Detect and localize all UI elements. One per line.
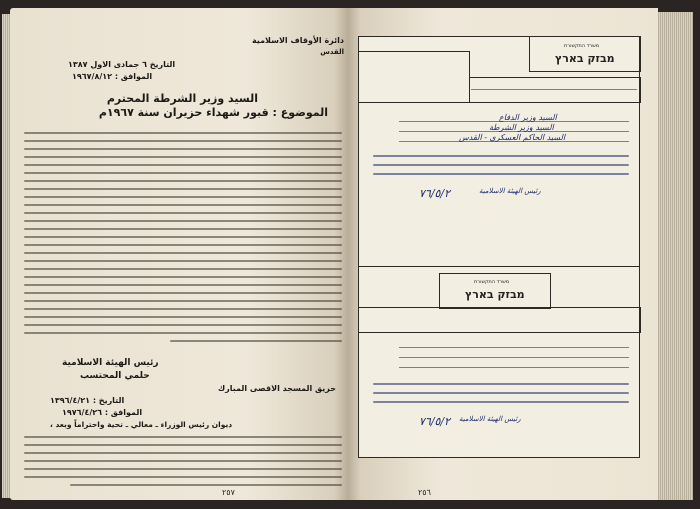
letter-subject: الموضوع : قبور شهداء حزيران سنة ١٩٦٧م — [98, 106, 328, 119]
telegram-top-addressee-1: السيد وزير الدفاع — [499, 113, 557, 122]
letterhead-title: دائرة الأوقاف الاسلامية — [251, 36, 344, 45]
page-number-right: ٢٥٦ — [418, 488, 431, 497]
right-page-edge — [655, 12, 693, 500]
section2-date-hijri: التاريخ : ١٣٩٦/٤/٢١ — [50, 396, 125, 405]
section2-date-gregorian: الموافق : ١٩٧٦/٤/٢٦ — [62, 408, 143, 417]
telegram-bottom-date: ٧٦/٥/٢ — [419, 415, 451, 428]
form-bottom-org: משרד התקשורת — [474, 279, 510, 285]
form-top-org: משרד התקשורת — [564, 43, 600, 49]
addressee: السيد وزير الشرطة المحترم — [106, 92, 258, 105]
page-number-left: ٢٥٧ — [222, 488, 235, 497]
telegram-top-addressee-3: السيد الحاكم العسكري - القدس — [459, 133, 566, 142]
telegram-form-top — [358, 36, 640, 268]
right-page — [348, 8, 658, 500]
telegram-top-date: ٧٦/٥/٢ — [419, 187, 451, 200]
telegram-bottom-signature: رئيس الهيئة الاسلامية — [459, 415, 521, 423]
form-bottom-title: מבזק בארץ — [465, 288, 525, 301]
section2-addressee: ديوان رئيس الوزراء ـ معالي ـ تحية واحتراماً وبعد ، — [50, 420, 233, 429]
telegram-top-addressee-2: السيد وزير الشرطة — [489, 123, 554, 132]
signature-name: حلمي المحتسب — [80, 371, 150, 381]
telegram-top-signature: رئيس الهيئة الاسلامية — [479, 187, 541, 195]
date-hijri: التاريخ ٦ جمادى الاول ١٣٨٧ — [68, 60, 176, 69]
signature-organization: رئيس الهيئة الاسلامية — [62, 358, 159, 368]
telegram-form-bottom — [358, 266, 640, 458]
letterhead-sub: القدس — [320, 48, 344, 56]
form-top-title: מבזק בארץ — [555, 52, 615, 65]
left-page — [10, 8, 348, 500]
date-gregorian: الموافق : ١٩٦٧/٨/١٢ — [72, 72, 153, 81]
section2-title: حريق المسجد الاقصى المبارك — [217, 384, 336, 393]
